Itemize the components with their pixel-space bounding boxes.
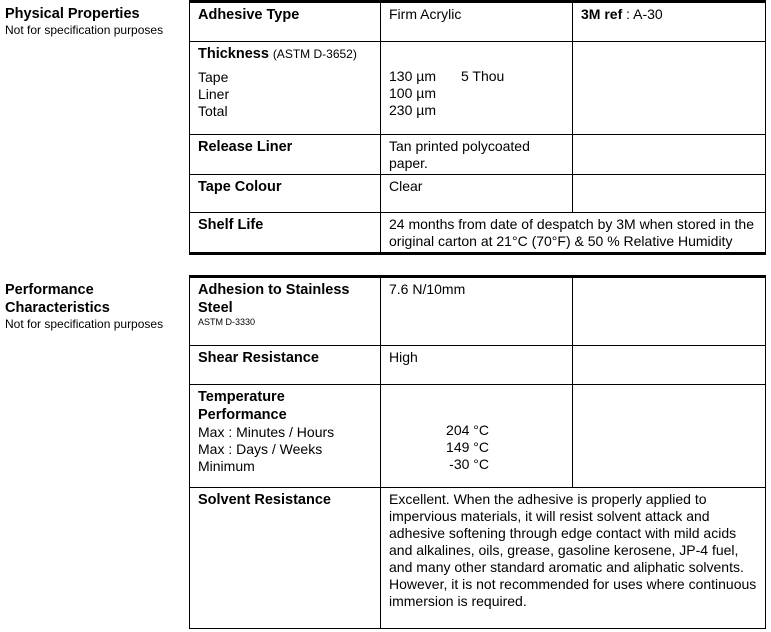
temp-max-days-value: 149 °C [446,439,489,455]
performance-title-line2: Characteristics [5,300,110,316]
performance-section-heading [5,281,163,332]
adhesion-row [190,277,766,346]
performance-table [189,275,766,629]
performance-note: Not for specification purposes [5,317,164,331]
solvent-row [190,488,766,629]
temperature-label: Temperature Performance [198,389,287,423]
shelf-life-value: 24 months from date of despatch by 3M when stored in the original carton at 21°C (70°F) & 50 % Relative Humidity [389,216,754,249]
shelf-life-row [190,213,766,254]
thickness-tape-extra: 5 Thou [461,68,505,84]
shear-value: High [389,349,418,365]
release-liner-value: Tan printed polycoated paper. [389,138,530,171]
adhesive-type-value: Firm Acrylic [389,6,462,22]
shear-row [190,346,766,385]
performance-title-line1: Performance [5,282,94,298]
thickness-liner-value: 100 µm [389,85,436,101]
temp-minimum-label: Minimum [198,458,255,474]
solvent-value: Excellent. When the adhesive is properly applied to impervious materials, it will resist solvent attack and adhesive softening through edge contact with mild acids and alkalines, oils, grease, gasoline kerosene, JP-4 fuel, and many other standard aromatic and aliphatic solvents. However, it is not recommended for uses where continuous immersion is required. [389,491,757,609]
thickness-standard: (ASTM D-3652) [272,47,357,61]
shear-label: Shear Resistance [198,350,319,366]
adhesion-standard: ASTM D-3330 [198,317,256,327]
release-liner-row [190,135,766,175]
ref-label: 3M ref [581,6,623,22]
thickness-tape-value: 130 µm [389,68,436,84]
adhesion-label: Adhesion to Stainless Steel [198,282,350,316]
ref-value: : A-30 [626,6,663,22]
thickness-tape-label: Tape [198,69,229,85]
adhesive-type-row [190,2,766,42]
shelf-life-label: Shelf Life [198,217,264,233]
thickness-total-label: Total [198,103,228,119]
temp-minimum-value: -30 °C [449,456,489,472]
tape-colour-row [190,175,766,213]
temp-max-days-label: Max : Days / Weeks [198,441,323,457]
thickness-total-value: 230 µm [389,102,436,118]
physical-title: Physical Properties [5,6,140,22]
thickness-liner-label: Liner [198,86,230,102]
thickness-row [190,42,766,135]
release-liner-label: Release Liner [198,139,293,155]
physical-table [189,0,766,255]
adhesive-type-label: Adhesive Type [198,7,300,23]
adhesion-value: 7.6 N/10mm [389,281,466,297]
physical-section-heading [5,5,163,38]
solvent-label: Solvent Resistance [198,492,331,508]
tape-colour-label: Tape Colour [198,179,282,195]
tape-colour-value: Clear [389,178,423,194]
physical-note: Not for specification purposes [5,23,164,37]
temp-max-minutes-label: Max : Minutes / Hours [198,424,335,440]
temp-max-minutes-value: 204 °C [446,422,489,438]
temperature-row [190,385,766,488]
thickness-label: Thickness [198,46,269,62]
